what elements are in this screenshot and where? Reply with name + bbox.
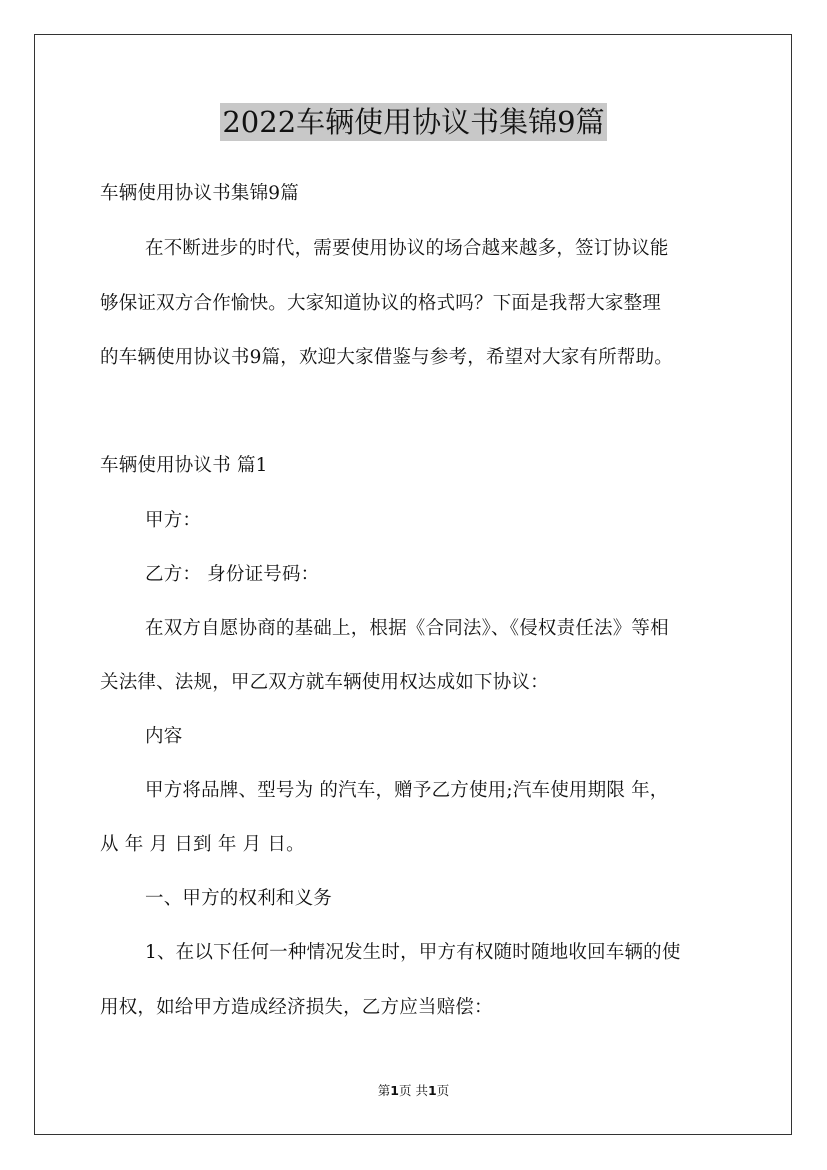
section-heading: 车辆使用协议书 篇1 bbox=[100, 455, 268, 476]
party-b-line: 乙方： 身份证号码： bbox=[145, 564, 320, 585]
footer-prefix: 第 bbox=[377, 1083, 391, 1098]
content-heading: 内容 bbox=[145, 726, 183, 747]
intro-line-1: 在不断进步的时代，需要使用协议的场合越来越多，签订协议能 bbox=[145, 238, 669, 259]
intro-line-3: 的车辆使用协议书9篇，欢迎大家借鉴与参考，希望对大家有所帮助。 bbox=[100, 347, 673, 368]
clause-line-1: 1、在以下任何一种情况发生时，甲方有权随时随地收回车辆的使 bbox=[145, 942, 681, 963]
basis-line-1: 在双方自愿协商的基础上，根据《合同法》、《侵权责任法》等相 bbox=[145, 618, 669, 639]
footer-page-current: 1 bbox=[390, 1083, 399, 1098]
footer-page-total: 1 bbox=[427, 1083, 437, 1098]
page-footer bbox=[0, 1083, 827, 1099]
title-container bbox=[0, 103, 827, 141]
content-line-2: 从 年 月 日到 年 月 日。 bbox=[100, 834, 305, 855]
clause-heading: 一、甲方的权利和义务 bbox=[145, 888, 333, 909]
clause-line-2: 用权，如给甲方造成经济损失，乙方应当赔偿： bbox=[100, 997, 493, 1018]
document-title: 2022车辆使用协议书集锦9篇 bbox=[222, 105, 605, 139]
intro-line-2: 够保证双方合作愉快。大家知道协议的格式吗？下面是我帮大家整理 bbox=[100, 293, 662, 314]
footer-suffix: 页 bbox=[436, 1083, 450, 1098]
content-line-1: 甲方将品牌、型号为 的汽车，赠予乙方使用;汽车使用期限 年， bbox=[145, 780, 669, 801]
subtitle-line: 车辆使用协议书集锦9篇 bbox=[100, 183, 299, 204]
party-a-line: 甲方： bbox=[145, 510, 202, 531]
footer-mid: 页 共 bbox=[399, 1083, 428, 1098]
basis-line-2: 关法律、法规，甲乙双方就车辆使用权达成如下协议： bbox=[100, 672, 549, 693]
